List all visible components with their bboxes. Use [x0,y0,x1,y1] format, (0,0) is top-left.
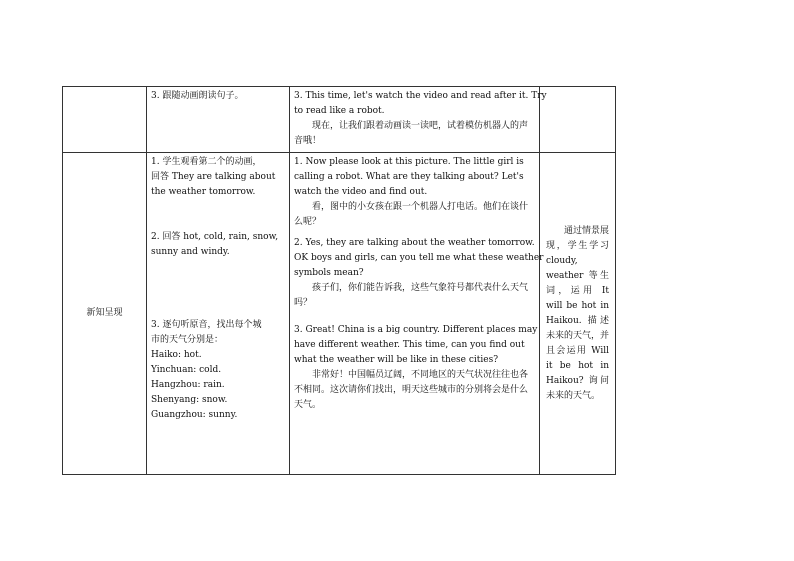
student-line: 3. 逐句听原音，找出每个城 [151,320,262,330]
city-weather-item: Haiko: hot. [151,350,202,360]
teacher-chinese-text: 现在，让我们跟着动画读一读吧，试着模仿机器人的声音哦！ [294,121,529,146]
student-activity-cell [147,153,290,475]
city-weather-item: Yinchuan: cold. [151,365,222,375]
goal-cell-empty [540,87,616,153]
teacher-line: what the weather will be like in these cities? [294,355,499,365]
teacher-line: to read like a robot. [294,106,385,116]
student-line: 市的天气分别是： [151,335,224,345]
teacher-line: 1. Now please look at this picture. The little girl is [294,157,524,167]
student-line: 回答 They are talking about [151,172,276,182]
lesson-plan-table [62,86,616,475]
teacher-line: have different weather. This time, can you find out [294,340,525,350]
teacher-line: watch the video and find out. [294,187,428,197]
city-weather-item: Shenyang: snow. [151,395,228,405]
stage-cell [63,153,147,475]
teacher-chinese-text: 看，图中的小女孩在跟一个机器人打电话。他们在谈什么呢？ [294,202,529,227]
table-row [63,153,616,475]
student-activity-cell [147,87,290,153]
student-line: the weather tomorrow. [151,187,256,197]
student-line: sunny and windy. [151,247,230,257]
city-weather-item: Hangzhou: rain. [151,380,225,390]
table-row [63,87,616,153]
stage-cell-empty [63,87,147,153]
city-weather-item: Guangzhou: sunny. [151,410,238,420]
teacher-line: OK boys and girls, can you tell me what these weather [294,253,544,263]
student-line: 1. 学生观看第二个的动画， [151,157,262,167]
teacher-activity-cell [290,153,544,475]
stage-label: 新知呈现 [86,308,123,318]
student-line: 2. 回答 hot, cold, rain, snow, [151,232,279,242]
teacher-chinese-text: 非常好！中国幅员辽阔，不同地区的天气状况往往也各不相同。这次请你们找出，明天这些城市的分别将会是什么天气。 [294,370,529,410]
teaching-goal-text: 通过情景展现，学生学习 cloudy, weather 等生词，运用 It will be hot in Haikou. 描述未来的天气，并且会运用 Will it be hot in Haikou? 询问未来的天气。 [546,225,610,401]
teacher-chinese-text: 孩子们，你们能告诉我，这些气象符号都代表什么天气吗？ [294,283,529,308]
teacher-line: 3. Great! China is a big country. Different places may [294,325,538,335]
teacher-line: 2. Yes, they are talking about the weather tomorrow. [294,238,535,248]
teacher-line: 3. This time, let's watch the video and read after it. Try [294,91,547,101]
teacher-activity-cell [290,87,547,153]
teacher-line: calling a robot. What are they talking about? Let's [294,172,524,182]
student-activity-text: 3. 跟随动画朗读句子。 [151,91,244,101]
teacher-line: symbols mean? [294,268,364,278]
teaching-goal-cell [540,153,616,475]
